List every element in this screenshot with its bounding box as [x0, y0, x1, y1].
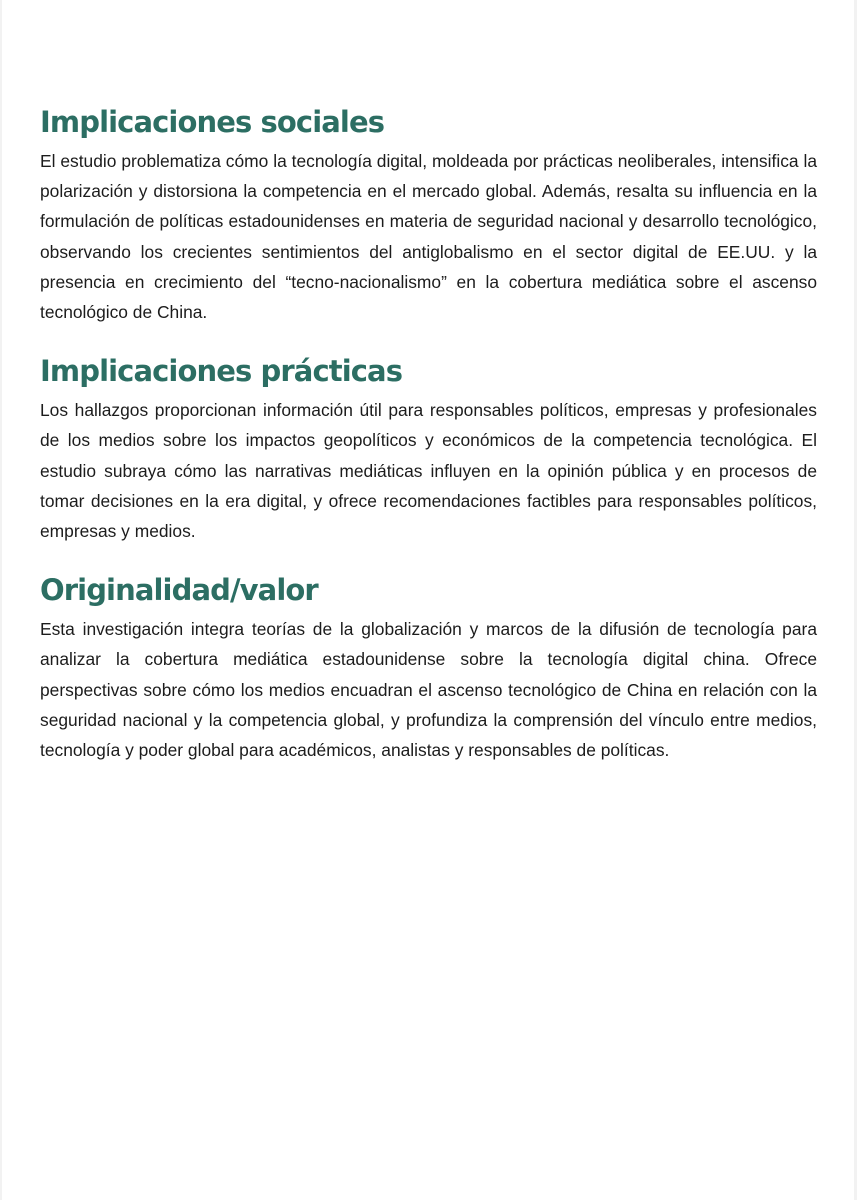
section-originality-value: [40, 570, 817, 765]
section-paragraph: El estudio problematiza cómo la tecnología digital, moldeada por prácticas neoliberales, intensifica la polarización y distorsiona la competencia en el mercado global. Además, resalta su influencia en la formulación de políticas estadounidenses en materia de seguridad nacional y desarrollo tecnológico, observando los crecientes sentimientos del antiglobalismo en el sector digital de EE.UU. y la presencia en crecimiento del “tecno-nacionalismo” en la cobertura mediática sobre el ascenso tecnológico de China.: [40, 151, 817, 323]
section-paragraph: Esta investigación integra teorías de la globalización y marcos de la difusión de tecnología para analizar la cobertura mediática estadounidense sobre la tecnología digital china. Ofrece perspectivas sobre cómo los medios encuadran el ascenso tecnológico de China en relación con la seguridad nacional y la competencia global, y profundiza la comprensión del vínculo entre medios, tecnología y poder global para académicos, analistas y responsables de políticas.: [40, 619, 817, 761]
section-spacer: [40, 546, 817, 570]
document-page: [2, 0, 854, 1200]
section-paragraph: Los hallazgos proporcionan información útil para responsables políticos, empresas y profesionales de los medios sobre los impactos geopolíticos y económicos de la competencia tecnológica. El estudio subraya cómo las narrativas mediáticas influyen en la opinión pública y en procesos de tomar decisiones en la era digital, y ofrece recomendaciones factibles para responsables políticos, empresas y medios.: [40, 400, 817, 542]
section-heading: Originalidad/valor: [40, 573, 318, 608]
section-heading: Implicaciones prácticas: [40, 354, 403, 389]
document-content: [40, 102, 817, 765]
section-spacer: [40, 327, 817, 351]
section-practical-implications: [40, 351, 817, 546]
section-heading: Implicaciones sociales: [40, 105, 385, 139]
section-social-implications: [40, 102, 817, 327]
